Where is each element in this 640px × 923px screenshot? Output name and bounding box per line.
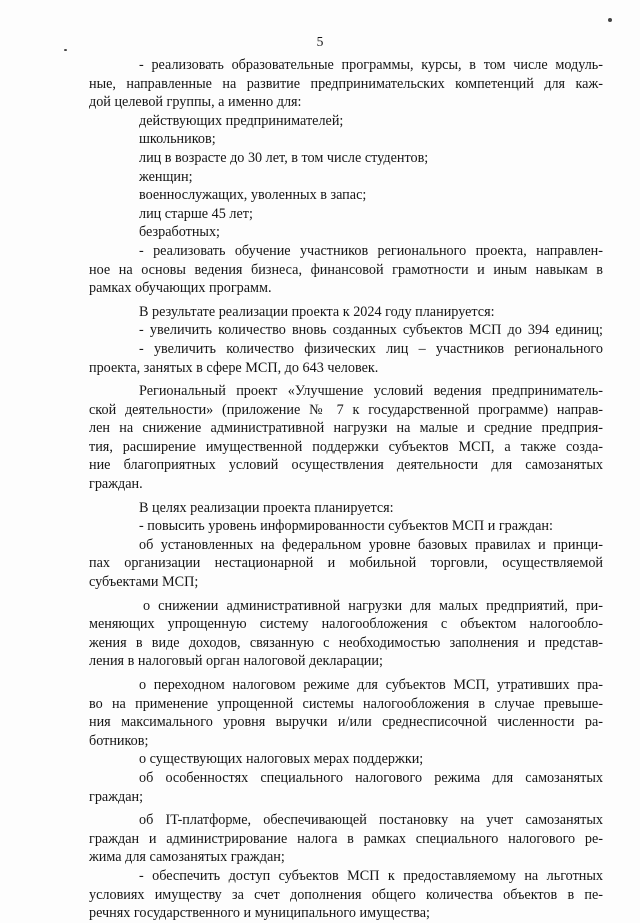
text-line: ния максимального уровня выручки и/или среднесписочной численности ра- bbox=[89, 714, 603, 731]
text-line: ления в налоговый орган налоговой декларации; bbox=[89, 653, 383, 670]
text-line: ской деятельности» (приложение № 7 к государственной программе) направ- bbox=[89, 401, 603, 418]
text-line: - реализовать образовательные программы, курсы, в том числе модуль- bbox=[139, 57, 603, 73]
text-line: меняющих упрощенную систему налогообложения с объектом налогообло- bbox=[89, 616, 603, 633]
text-line: ботников; bbox=[89, 732, 149, 749]
text-line: - увеличить количество физических лиц – участников регионального bbox=[139, 340, 603, 357]
text-line: лен на снижение административной нагрузки на малые и средние предприя- bbox=[89, 420, 603, 437]
scan-speck bbox=[608, 18, 612, 22]
document-body bbox=[89, 56, 603, 923]
text-line: субъектами МСП; bbox=[89, 574, 199, 591]
text-line: женщин; bbox=[139, 168, 193, 185]
text-line: ное на основы ведения бизнеса, финансовой грамотности и иным навыкам в bbox=[89, 261, 603, 278]
text-line: дой целевой группы, а именно для: bbox=[89, 94, 302, 111]
text-line: речнях государственного и муниципального имущества; bbox=[89, 905, 430, 922]
text-line: рамках обучающих программ. bbox=[89, 280, 272, 297]
text-line: об установленных на федеральном уровне базовых правилах и принци- bbox=[139, 536, 603, 553]
text-line: во на применение упрощенной системы налогообложения в случае превыше- bbox=[89, 695, 603, 712]
text-line: о существующих налоговых мерах поддержки; bbox=[139, 751, 424, 768]
text-line: ние благоприятных условий осуществления деятельности для самозанятых bbox=[89, 457, 603, 474]
text-line: условиях имуществу за счет дополнения общего количества объектов в пе- bbox=[89, 886, 603, 903]
text-line: - повысить уровень информированности субъектов МСП и граждан: bbox=[139, 518, 553, 535]
text-line: граждан и администрирование налога в рамках специального налогового ре- bbox=[89, 830, 603, 847]
text-line: Региональный проект «Улучшение условий ведения предприниматель- bbox=[139, 383, 603, 400]
text-line: действующих предпринимателей; bbox=[139, 112, 344, 129]
text-line: о снижении административной нагрузки для малых предприятий, при- bbox=[143, 597, 603, 614]
text-line: - увеличить количество вновь созданных субъектов МСП до 394 единиц; bbox=[139, 322, 603, 339]
text-line: пах организации нестационарной и мобильной торговли, осуществляемой bbox=[89, 555, 603, 572]
text-line: о переходном налоговом режиме для субъектов МСП, утративших пра- bbox=[139, 677, 603, 693]
text-line: граждан. bbox=[89, 476, 143, 493]
text-line: военнослужащих, уволенных в запас; bbox=[139, 187, 367, 204]
text-line: жима для самозанятых граждан; bbox=[89, 849, 285, 866]
text-line: школьников; bbox=[139, 131, 216, 148]
text-line: безработных; bbox=[139, 224, 220, 241]
text-line: лиц старше 45 лет; bbox=[139, 205, 253, 222]
text-line: граждан; bbox=[89, 788, 144, 805]
text-line: об особенностях специального налогового режима для самозанятых bbox=[139, 769, 603, 786]
text-line: об IT-платформе, обеспечивающей постановку на учет самозанятых bbox=[139, 812, 603, 829]
text-line: - обеспечить доступ субъектов МСП к предоставляемому на льготных bbox=[139, 867, 603, 884]
text-line: тия, расширение имущественной поддержки субъектов МСП, а также созда- bbox=[89, 438, 603, 455]
page-number: 5 bbox=[316, 34, 324, 49]
text-line: В результате реализации проекта к 2024 году планируется: bbox=[139, 303, 495, 320]
text-line: лиц в возрасте до 30 лет, в том числе студентов; bbox=[139, 149, 429, 166]
text-line: жения в виде доходов, связанную с необходимостью заполнения и представ- bbox=[89, 634, 603, 651]
text-line: проекта, занятых в сфере МСП, до 643 человек. bbox=[89, 359, 379, 376]
text-line: ные, направленные на развитие предпринимательских компетенций для каж- bbox=[89, 75, 603, 92]
text-line: - реализовать обучение участников регионального проекта, направлен- bbox=[139, 242, 603, 259]
text-line: В целях реализации проекта планируется: bbox=[139, 499, 394, 516]
